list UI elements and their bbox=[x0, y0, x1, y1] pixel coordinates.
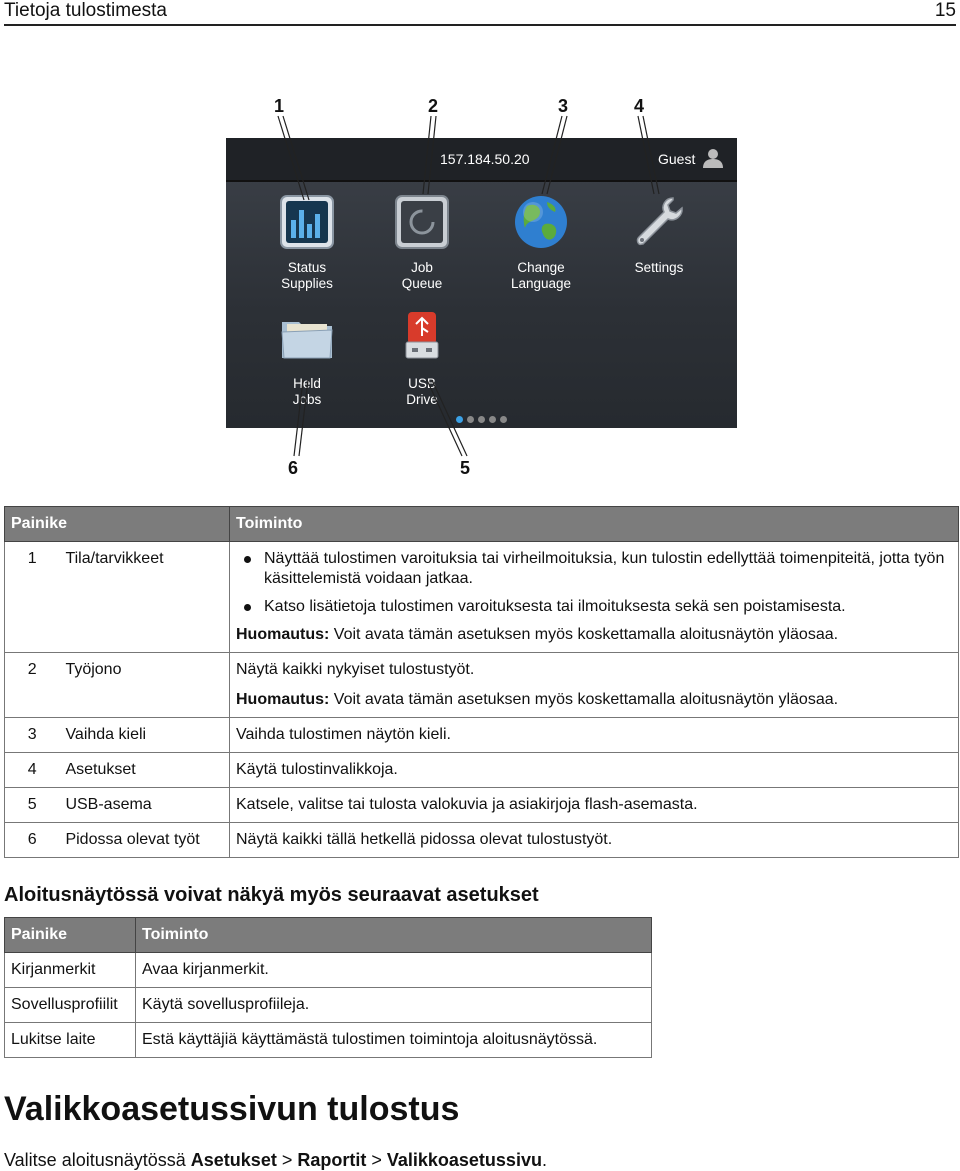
tile-label: Held bbox=[293, 376, 321, 391]
callout-6: 6 bbox=[288, 458, 299, 478]
page-indicator[interactable] bbox=[456, 410, 511, 428]
menu-path-step: Raportit bbox=[297, 1150, 367, 1170]
additional-settings-table bbox=[4, 917, 652, 1058]
bullet-item: Näyttää tulostimen varoituksia tai virheilmoituksia, kun tulostin edellyttää toimenpiteitä, jotta työn käsittelemistä voidaan jatkaa. bbox=[236, 549, 952, 589]
function-text: Näytä kaikki tällä hetkellä pidossa olevat tulostustyöt. bbox=[230, 823, 959, 858]
function-text: Näytä kaikki nykyiset tulostustyöt. bbox=[236, 661, 475, 678]
button-name: Sovellusprofiilit bbox=[5, 988, 136, 1023]
tile-label: Language bbox=[510, 276, 572, 291]
section-heading: Aloitusnäytössä voivat näkyä myös seuraavat asetukset bbox=[4, 884, 539, 906]
main-heading: Valikkoasetussivun tulostus bbox=[4, 1090, 460, 1128]
table-row bbox=[5, 988, 652, 1023]
button-name: Lukitse laite bbox=[5, 1023, 136, 1058]
table-row bbox=[5, 823, 959, 858]
tile-settings[interactable] bbox=[604, 194, 714, 276]
column-header-function: Toiminto bbox=[136, 918, 652, 953]
page-dot[interactable] bbox=[500, 416, 507, 423]
tile-label: Queue bbox=[401, 276, 443, 291]
note-text: Voit avata tämän asetuksen myös koskettamalla aloitusnäytön yläosaa. bbox=[329, 691, 839, 708]
tile-label: Drive bbox=[406, 392, 438, 407]
tile-label: Settings bbox=[634, 260, 684, 275]
page-dot[interactable] bbox=[456, 416, 463, 423]
function-cell bbox=[230, 653, 959, 718]
path-separator: > bbox=[366, 1150, 387, 1170]
column-header-button: Painike bbox=[5, 918, 136, 953]
table-header-row bbox=[5, 507, 959, 542]
printer-screen bbox=[226, 138, 737, 428]
user-icon bbox=[702, 147, 724, 169]
menu-path-step: Asetukset bbox=[190, 1150, 277, 1170]
tile-label: Change bbox=[517, 260, 565, 275]
bullet-item: Katso lisätietoja tulostimen varoituksesta tai ilmoituksesta sekä sen poistamisesta. bbox=[236, 597, 952, 617]
page-header bbox=[4, 0, 956, 26]
note-text: Voit avata tämän asetuksen myös koskettamalla aloitusnäytön yläosaa. bbox=[329, 626, 839, 643]
instruction-prefix: Valitse aloitusnäytössä bbox=[4, 1150, 191, 1170]
ip-address: 157.184.50.20 bbox=[440, 151, 530, 167]
tile-status-supplies[interactable] bbox=[252, 194, 362, 292]
callout-4: 4 bbox=[634, 96, 645, 116]
row-number: 5 bbox=[5, 788, 60, 823]
callout-5: 5 bbox=[460, 458, 471, 478]
function-text: Katsele, valitse tai tulosta valokuvia ja asiakirjoja flash-asemasta. bbox=[230, 788, 959, 823]
tile-label: Job bbox=[411, 260, 433, 275]
screen-top-bar[interactable] bbox=[226, 138, 737, 182]
globe-icon bbox=[513, 194, 569, 250]
button-name: USB-asema bbox=[59, 788, 229, 823]
instruction-suffix: . bbox=[541, 1150, 547, 1170]
tile-label: USB bbox=[408, 376, 436, 391]
tile-label: Status bbox=[287, 260, 327, 275]
function-text: Käytä sovellusprofiileja. bbox=[136, 988, 652, 1023]
function-text: Vaihda tulostimen näytön kieli. bbox=[230, 718, 959, 753]
tile-held-jobs[interactable] bbox=[252, 310, 362, 408]
tile-usb-drive[interactable] bbox=[367, 310, 477, 408]
wrench-icon bbox=[631, 194, 687, 250]
user-label: Guest bbox=[658, 151, 696, 167]
row-number: 1 bbox=[5, 542, 60, 653]
note bbox=[236, 625, 952, 645]
button-name: Pidossa olevat työt bbox=[59, 823, 229, 858]
function-text: Käytä tulostinvalikkoja. bbox=[230, 753, 959, 788]
page-dot[interactable] bbox=[478, 416, 485, 423]
tile-label: Supplies bbox=[281, 276, 333, 291]
path-separator: > bbox=[276, 1150, 298, 1170]
callout-1: 1 bbox=[274, 96, 285, 116]
button-name: Asetukset bbox=[59, 753, 229, 788]
page-dot[interactable] bbox=[489, 416, 496, 423]
home-screen-buttons-table bbox=[4, 506, 959, 858]
button-name: Vaihda kieli bbox=[59, 718, 229, 753]
table-header-row bbox=[5, 918, 652, 953]
note-label: Huomautus: bbox=[236, 626, 330, 643]
row-number: 3 bbox=[5, 718, 60, 753]
instruction-paragraph bbox=[4, 1150, 547, 1171]
page-dot[interactable] bbox=[467, 416, 474, 423]
function-text: Avaa kirjanmerkit. bbox=[136, 953, 652, 988]
row-number: 6 bbox=[5, 823, 60, 858]
menu-path-step: Valikkoasetussivu bbox=[386, 1150, 542, 1170]
row-number: 4 bbox=[5, 753, 60, 788]
note-label: Huomautus: bbox=[236, 691, 330, 708]
button-name: Tila/tarvikkeet bbox=[59, 542, 229, 653]
job-queue-icon bbox=[394, 194, 450, 250]
table-row bbox=[5, 542, 959, 653]
table-row bbox=[5, 788, 959, 823]
button-name: Työjono bbox=[59, 653, 229, 718]
table-row bbox=[5, 753, 959, 788]
function-cell bbox=[230, 542, 959, 653]
page-number: 15 bbox=[934, 0, 956, 21]
usb-drive-icon bbox=[394, 310, 450, 366]
tile-label: Jobs bbox=[292, 392, 322, 407]
column-header-button: Painike bbox=[5, 507, 230, 542]
row-number: 2 bbox=[5, 653, 60, 718]
button-name: Kirjanmerkit bbox=[5, 953, 136, 988]
page-header-title: Tietoja tulostimesta bbox=[4, 0, 167, 21]
function-text: Estä käyttäjiä käyttämästä tulostimen toimintoja aloitusnäytössä. bbox=[136, 1023, 652, 1058]
callout-3: 3 bbox=[558, 96, 569, 116]
note bbox=[236, 690, 952, 710]
table-row bbox=[5, 1023, 652, 1058]
tile-change-language[interactable] bbox=[486, 194, 596, 292]
column-header-function: Toiminto bbox=[230, 507, 959, 542]
callout-2: 2 bbox=[428, 96, 439, 116]
table-row bbox=[5, 953, 652, 988]
table-row bbox=[5, 653, 959, 718]
status-supplies-icon bbox=[279, 194, 335, 250]
table-row bbox=[5, 718, 959, 753]
tile-job-queue[interactable] bbox=[367, 194, 477, 292]
folder-icon bbox=[279, 310, 335, 366]
